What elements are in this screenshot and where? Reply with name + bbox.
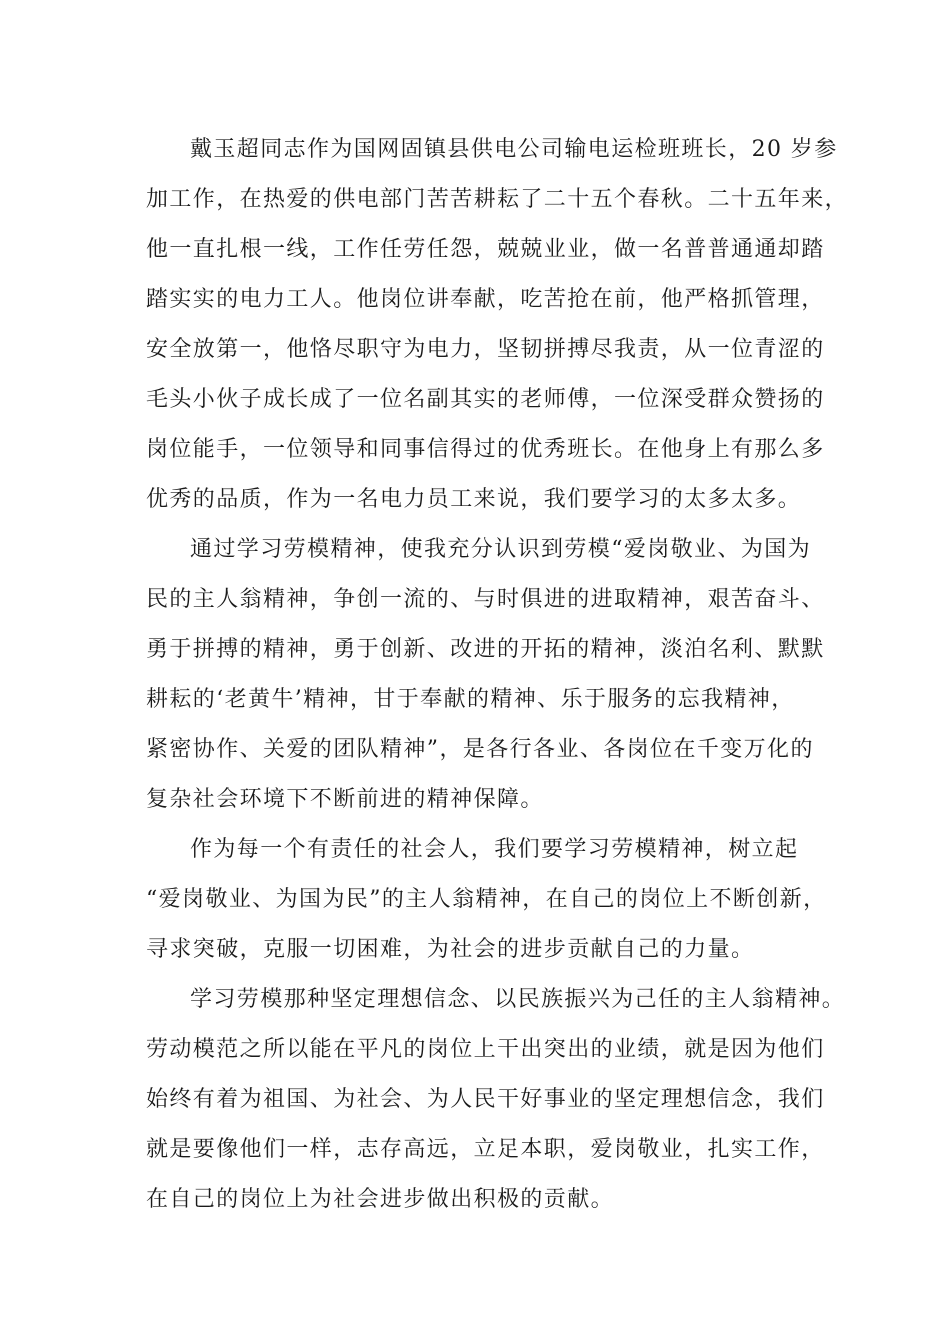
paragraph-2-line-1: 通过学习劳模精神，使我充分认识到劳模“爱岗敬业、为国为	[190, 537, 812, 562]
paragraph-1-line-4: 踏实实的电力工人。他岗位讲奉献，吃苦抢在前，他严格抓管理，	[146, 287, 825, 312]
paragraph-1-line-8: 优秀的品质，作为一名电力员工来说，我们要学习的太多太多。	[146, 487, 802, 512]
paragraph-1-line-1: 戴玉超同志作为国网固镇县供电公司输电运检班班长，20 岁参	[190, 137, 838, 162]
paragraph-2-line-6: 复杂社会环境下不断前进的精神保障。	[146, 787, 544, 812]
paragraph-2-line-2: 民的主人翁精神，争创一流的、与时俱进的进取精神，艰苦奋斗、	[146, 587, 825, 612]
paragraph-3-line-2: “爱岗敬业、为国为民”的主人翁精神，在自己的岗位上不断创新，	[146, 887, 827, 912]
paragraph-1-line-3: 他一直扎根一线，工作任劳任怨，兢兢业业，做一名普普通通却踏	[146, 237, 825, 262]
paragraph-1-line-2: 加工作，在热爱的供电部门苦苦耕耘了二十五个春秋。二十五年来，	[146, 187, 849, 212]
paragraph-3-line-3: 寻求突破，克服一切困难，为社会的进步贡献自己的力量。	[146, 937, 755, 962]
paragraph-2-line-4: 耕耘的‘老黄牛’精神，甘于奉献的精神、乐于服务的忘我精神，	[146, 687, 795, 712]
paragraph-1-line-5: 安全放第一，他恪尽职守为电力，坚韧拼搏尽我责，从一位青涩的	[146, 337, 825, 362]
paragraph-3-line-1: 作为每一个有责任的社会人，我们要学习劳模精神，树立起	[190, 837, 799, 862]
paragraph-4-line-2: 劳动模范之所以能在平凡的岗位上干出突出的业绩，就是因为他们	[146, 1037, 825, 1062]
paragraph-4-line-1: 学习劳模那种坚定理想信念、以民族振兴为己任的主人翁精神。	[190, 987, 846, 1012]
paragraph-1-line-6: 毛头小伙子成长成了一位名副其实的老师傅，一位深受群众赞扬的	[146, 387, 825, 412]
paragraph-2-line-3: 勇于拼搏的精神，勇于创新、改进的开拓的精神，淡泊名利、默默	[146, 637, 825, 662]
paragraph-4-line-3: 始终有着为祖国、为社会、为人民干好事业的坚定理想信念，我们	[146, 1087, 825, 1112]
paragraph-2-line-5: 紧密协作、关爱的团队精神”，是各行各业、各岗位在千变万化的	[146, 737, 814, 762]
paragraph-4-line-4: 就是要像他们一样，志存高远，立足本职，爱岗敬业，扎实工作，	[146, 1137, 825, 1162]
paragraph-1-line-7: 岗位能手，一位领导和同事信得过的优秀班长。在他身上有那么多	[146, 437, 825, 462]
paragraph-4-line-5: 在自己的岗位上为社会进步做出积极的贡献。	[146, 1187, 615, 1212]
